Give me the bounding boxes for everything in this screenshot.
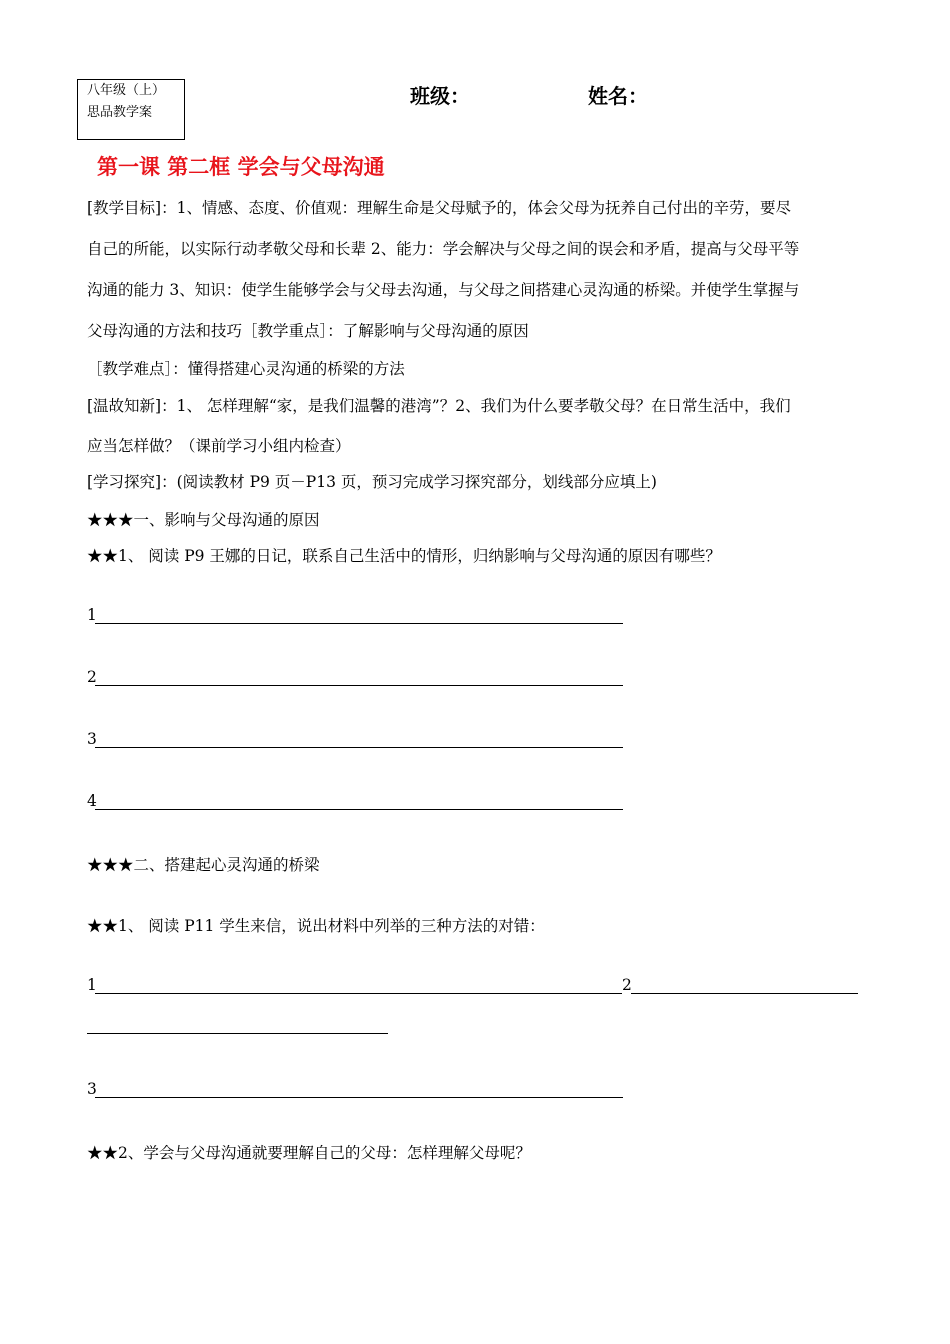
class-label: 班级： xyxy=(410,84,470,108)
answer-blank[interactable] xyxy=(95,809,623,810)
answer-number: 3 xyxy=(87,1080,97,1098)
review-line-1: [温故知新]：1、 怎样理解“家，是我们温馨的港湾”？2、我们为什么要孝敬父母？在日常生活中，我们 xyxy=(87,397,791,415)
section1-heading: ★★★一、影响与父母沟通的原因 xyxy=(87,511,320,529)
answer-blank[interactable] xyxy=(95,993,622,994)
answer-number: 4 xyxy=(87,792,97,810)
answer-blank[interactable] xyxy=(95,685,623,686)
answer-number: 1 xyxy=(87,606,97,624)
answer-blank[interactable] xyxy=(95,623,623,624)
answer-number: 2 xyxy=(622,976,632,994)
objectives-line-4: 父母沟通的方法和技巧［教学重点］：了解影响与父母沟通的原因 xyxy=(87,322,529,340)
section1-question: ★★1、 阅读 P9 王娜的日记，联系自己生活中的情形，归纳影响与父母沟通的原因有哪些？ xyxy=(87,547,721,565)
answer-number: 2 xyxy=(87,668,97,686)
answer-blank[interactable] xyxy=(95,747,623,748)
page-title: 第一课 第二框 学会与父母沟通 xyxy=(97,155,385,179)
answer-number: 3 xyxy=(87,730,97,748)
section2-question-1: ★★1、 阅读 P11 学生来信，说出材料中列举的三种方法的对错： xyxy=(87,917,545,935)
objectives-line-2: 自己的所能，以实际行动孝敬父母和长辈 2、能力：学会解决与父母之间的误会和矛盾，提高与父母平等 xyxy=(87,240,800,258)
answer-blank[interactable] xyxy=(631,993,858,994)
name-label: 姓名： xyxy=(588,84,648,108)
grade-label: 八年级（上） xyxy=(87,83,166,98)
answer-blank-continued[interactable] xyxy=(87,1033,388,1034)
grade-subject-box xyxy=(77,79,185,140)
section2-question-2: ★★2、学会与父母沟通就要理解自己的父母：怎样理解父母呢？ xyxy=(87,1144,531,1162)
subject-label: 思品教学案 xyxy=(87,105,153,120)
answer-blank[interactable] xyxy=(95,1097,623,1098)
objectives-line-1: [教学目标]：1、情感、态度、价值观：理解生命是父母赋予的，体会父母为抚养自己付出的辛劳，要尽 xyxy=(87,199,791,217)
inquiry-line: [学习探究]：(阅读教材 P9 页－P13 页，预习完成学习探究部分，划线部分应填上) xyxy=(87,473,657,491)
answer-number: 1 xyxy=(87,976,97,994)
objectives-line-3: 沟通的能力 3、知识：使学生能够学会与父母去沟通，与父母之间搭建心灵沟通的桥梁。并使学生掌握与 xyxy=(87,281,800,299)
difficulty-line: ［教学难点］：懂得搭建心灵沟通的桥梁的方法 xyxy=(87,360,405,378)
review-line-2: 应当怎样做？（课前学习小组内检查） xyxy=(87,437,351,455)
section2-heading: ★★★二、搭建起心灵沟通的桥梁 xyxy=(87,856,320,874)
